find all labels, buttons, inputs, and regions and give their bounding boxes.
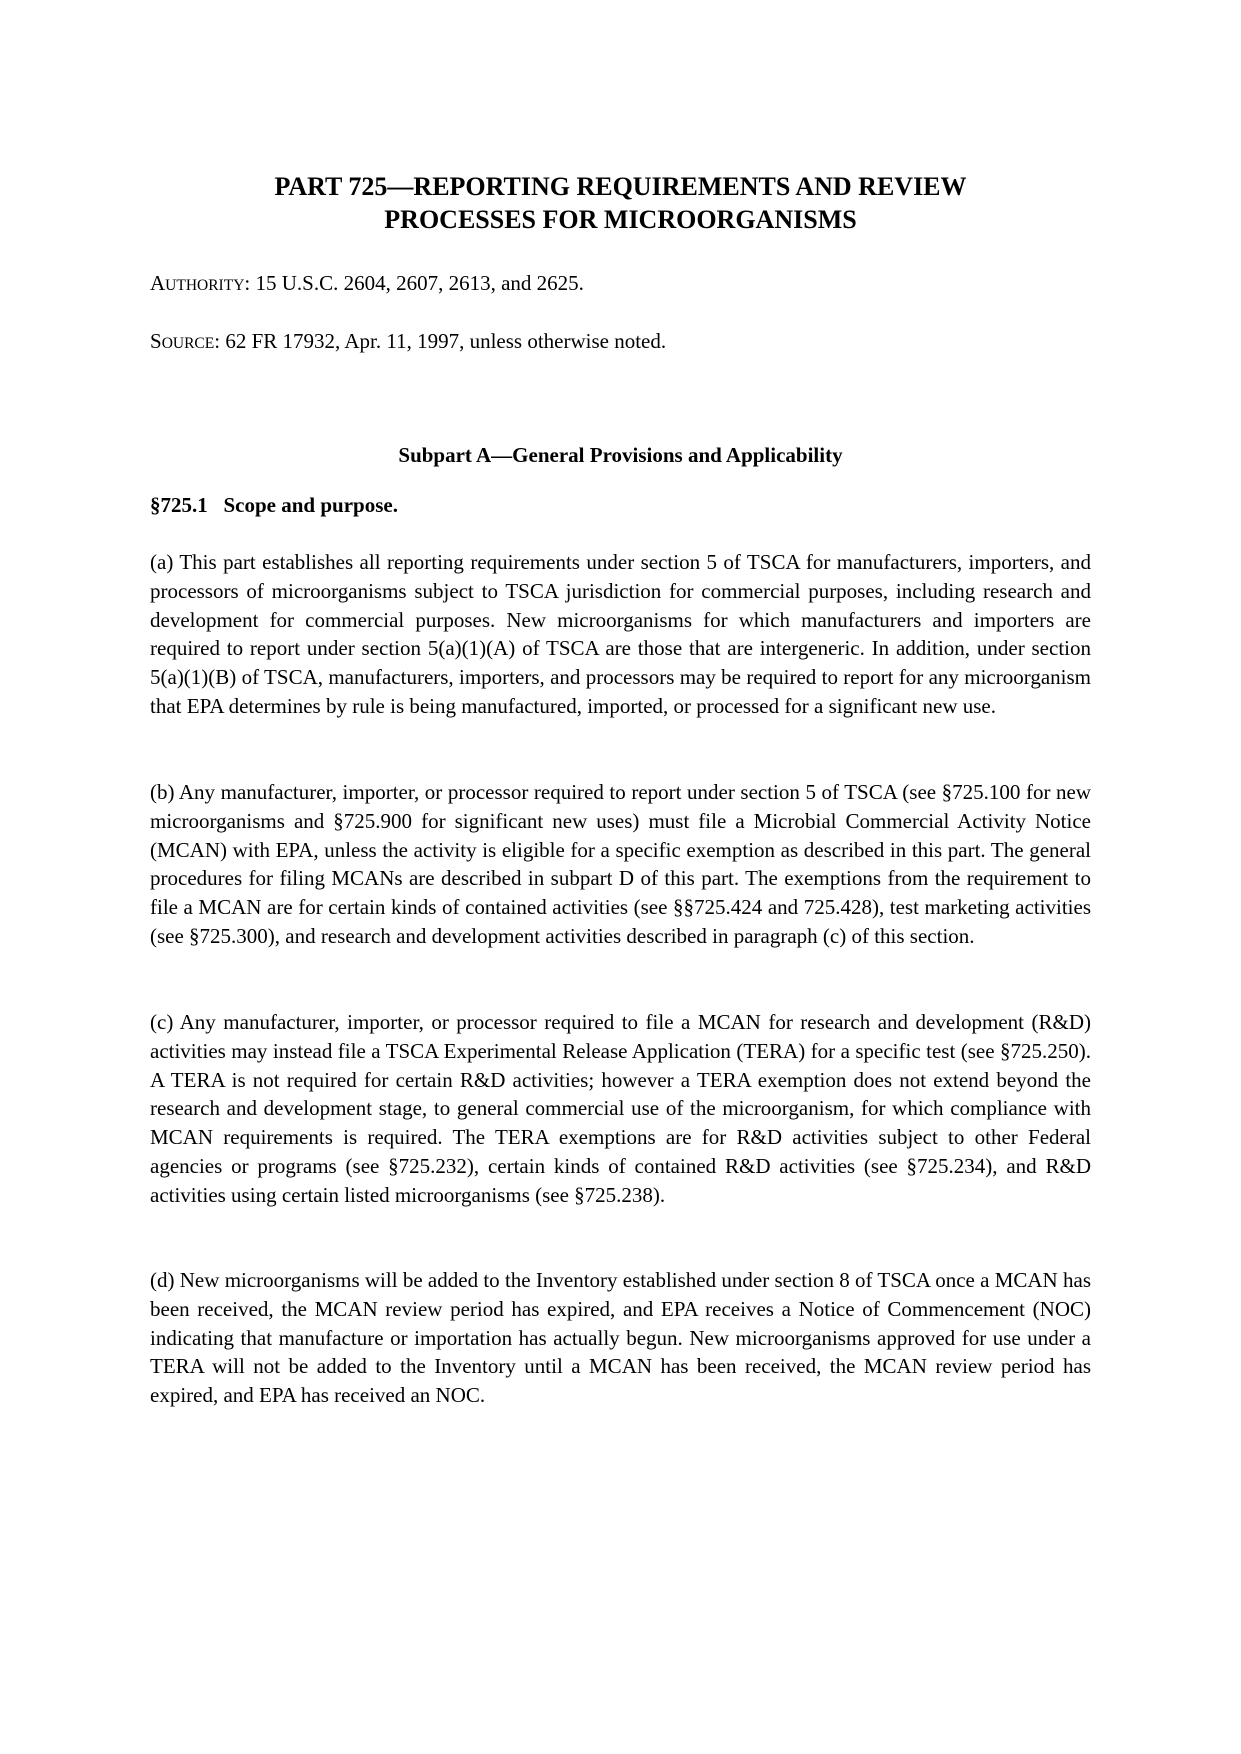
authority-label-initial: A <box>150 271 166 295</box>
source-text: : 62 FR 17932, Apr. 11, 1997, unless otherwise noted. <box>214 329 667 353</box>
paragraph-a: (a) This part establishes all reporting requirements under section 5 of TSCA for manufacturers, importers, and processors of microorganisms subject to TSCA jurisdiction for commercial purposes, including research and development for commercial purposes. New microorganisms for which manufacturers and importers are required to report under section 5(a)(1)(A) of TSCA are those that are intergeneric. In addition, under section 5(a)(1)(B) of TSCA, manufacturers, importers, and processors may be required to report for any microorganism that EPA determines by rule is being manufactured, imported, or processed for a significant new use. <box>150 550 1091 718</box>
paragraph-d: (d) New microorganisms will be added to the Inventory established under section 8 of TSCA once a MCAN has been received, the MCAN review period has expired, and EPA receives a Notice of Commencement (NOC) indicating that manufacture or importation has actually begun. New microorganisms approved for use under a TERA will not be added to the Inventory until a MCAN has been received, the MCAN review period has expired, and EPA has received an NOC. <box>150 1268 1091 1408</box>
source-label-initial: S <box>150 329 162 353</box>
source-label-rest: OURCE <box>161 335 215 352</box>
part-title-line-2: PROCESSES FOR MICROORGANISMS <box>384 205 857 234</box>
paragraph-c: (c) Any manufacturer, importer, or processor required to file a MCAN for research and development (R&D) activities may instead file a TSCA Experimental Release Application (TERA) for a specific test (see §725.250). A TERA is not required for certain R&D activities; however a TERA exemption does not extend beyond the research and development stage, to general commercial use of the microorganism, for which compliance with MCAN requirements is required. The TERA exemptions are for R&D activities subject to other Federal agencies or programs (see §725.232), certain kinds of contained R&D activities (see §725.234), and R&D activities using certain listed microorganisms (see §725.238). <box>150 1010 1091 1207</box>
part-title-line-1: PART 725—REPORTING REQUIREMENTS AND REVIEW <box>274 172 967 201</box>
authority-line <box>150 270 1091 299</box>
authority-label-rest: UTHORITY <box>165 277 245 294</box>
paragraph-b: (b) Any manufacturer, importer, or processor required to report under section 5 of TSCA (see §725.100 for new microorganisms and §725.900 for significant new uses) must file a Microbial Commercial Activity Notice (MCAN) with EPA, unless the activity is eligible for a specific exemption as described in this part. The general procedures for filing MCANs are described in subpart D of this part. The exemptions from the requirement to file a MCAN are for certain kinds of contained activities (see §§725.424 and 725.428), test marketing activities (see §725.300), and research and development activities described in paragraph (c) of this section. <box>150 780 1091 948</box>
section-heading: §725.1 Scope and purpose. <box>150 493 398 517</box>
source-line <box>150 328 1091 357</box>
subpart-heading: Subpart A—General Provisions and Applicability <box>398 443 843 467</box>
authority-text: : 15 U.S.C. 2604, 2607, 2613, and 2625. <box>244 271 584 295</box>
part-title <box>150 170 1091 236</box>
